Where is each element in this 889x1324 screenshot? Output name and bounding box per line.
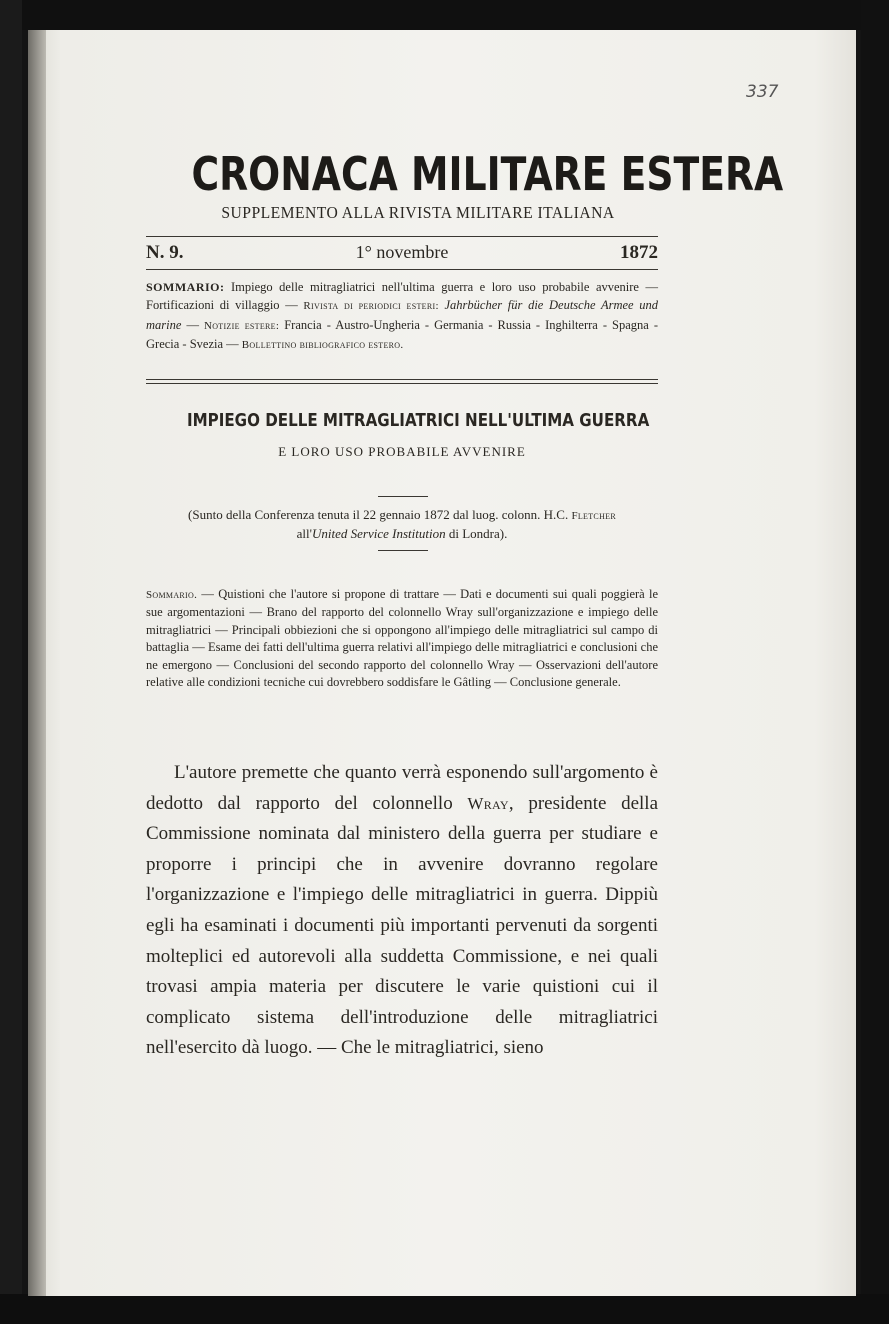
article-sommario bbox=[146, 586, 658, 691]
page-binding-shadow bbox=[28, 30, 46, 1296]
masthead-title: CRONACA MILITARE ESTERA bbox=[191, 147, 784, 201]
article-subtitle: E LORO USO PROBABILE AVVENIRE bbox=[278, 444, 526, 459]
scan-border-left bbox=[0, 0, 22, 1324]
body-post: , presidente della Commissione nominata dal ministero della guerra per studiare e proporre i principi che in avvenire dovranno regolare l'organizzazione e l'impiego delle mitragliatrici in guerra. Dippiù egli ha esaminati i documenti più importanti pervenuti da sorgenti molteplici ed autorevoli alla suddetta Commissione, e nei quali trovasi ampia materia per discutere le varie quistioni cui il complicato sistema dell'introduzione delle mitragliatrici nell'esercito dà luogo. — Che le mitragliatrici, sieno bbox=[146, 792, 659, 1059]
rule-issue bbox=[146, 269, 658, 270]
rule-short-bottom bbox=[378, 550, 428, 551]
article-title: IMPIEGO DELLE MITRAGLIATRICI NELL'ULTIMA GUERRA bbox=[186, 410, 650, 431]
summary-label: SOMMARIO: bbox=[146, 280, 225, 294]
summary-bollettino: Bollettino bibliografico estero. bbox=[241, 339, 404, 352]
conference-line2-post: di Londra). bbox=[448, 526, 508, 541]
issue-number: N. 9. bbox=[146, 242, 184, 263]
rule-short-top bbox=[378, 496, 428, 497]
rule-top bbox=[146, 236, 658, 237]
masthead-subtitle: SUPPLEMENTO ALLA RIVISTA MILITARE ITALIANA bbox=[221, 203, 615, 222]
issue-row bbox=[146, 240, 658, 266]
summary-part1: Impiego delle mitragliatrici nell'ultima guerra e loro uso probabile avvenire — Fortificazioni di villaggio — bbox=[146, 280, 658, 313]
article-sommario-text: — Quistioni che l'autore si propone di trattare — Dati e documenti sui quali poggierà le sue argomentazioni — Brano del rapporto del colonnello Wray sull'organizzazione e impiego delle mitragliatrici — Principali obbiezioni che si oppongono all'impiego delle mitragliatrici sul campo di battaglia — Esame dei fatti dell'ultima guerra relativi all'impiego delle mitragliatrici e conclusioni che ne emergono — Conclusioni del secondo rapporto del colonnello Wray — Osservazioni dell'autore relative alle condizioni tecniche cui dovrebbero soddisfare le Gâtling — Conclusione generale. bbox=[146, 587, 658, 690]
summary-rivista: Rivista di periodici esteri: bbox=[303, 300, 439, 313]
conference-line1: (Sunto della Conferenza tenuta il 22 gennaio 1872 dal luog. colonn. H.C. bbox=[188, 507, 569, 522]
summary-countries: Francia - Austro-Ungheria - Germania - Russia - Inghilterra - Spagna - Grecia - Svezia — bbox=[146, 317, 659, 352]
conference-line2-pre: all' bbox=[296, 526, 312, 541]
conference-institution: United Service Institution bbox=[312, 526, 446, 541]
conference-author: Fletcher bbox=[571, 510, 616, 522]
issue-summary bbox=[146, 278, 658, 355]
scan-border-top bbox=[0, 0, 889, 30]
summary-jahrbucher: Jahrbücher für die Deutsche Armee und marine bbox=[146, 298, 659, 332]
article-body bbox=[146, 758, 658, 1064]
summary-notizie: Notizie estere: bbox=[203, 319, 280, 332]
article-sommario-label: Sommario. bbox=[146, 589, 198, 601]
scan-border-bottom bbox=[0, 1294, 889, 1324]
scan-border-right bbox=[861, 0, 889, 1324]
document-page bbox=[28, 30, 856, 1296]
rule-summary-end bbox=[146, 379, 658, 384]
page-number: 337 bbox=[746, 82, 779, 102]
body-wray: Wray bbox=[467, 793, 509, 813]
issue-date: 1° novembre bbox=[355, 242, 449, 262]
conference-note bbox=[146, 506, 658, 543]
summary-dash: — bbox=[186, 317, 199, 332]
issue-year: 1872 bbox=[620, 242, 658, 263]
body-pre: L'autore premette che quanto verrà esponendo sull'argomento è dedotto dal rapporto del colonnello bbox=[146, 762, 658, 814]
